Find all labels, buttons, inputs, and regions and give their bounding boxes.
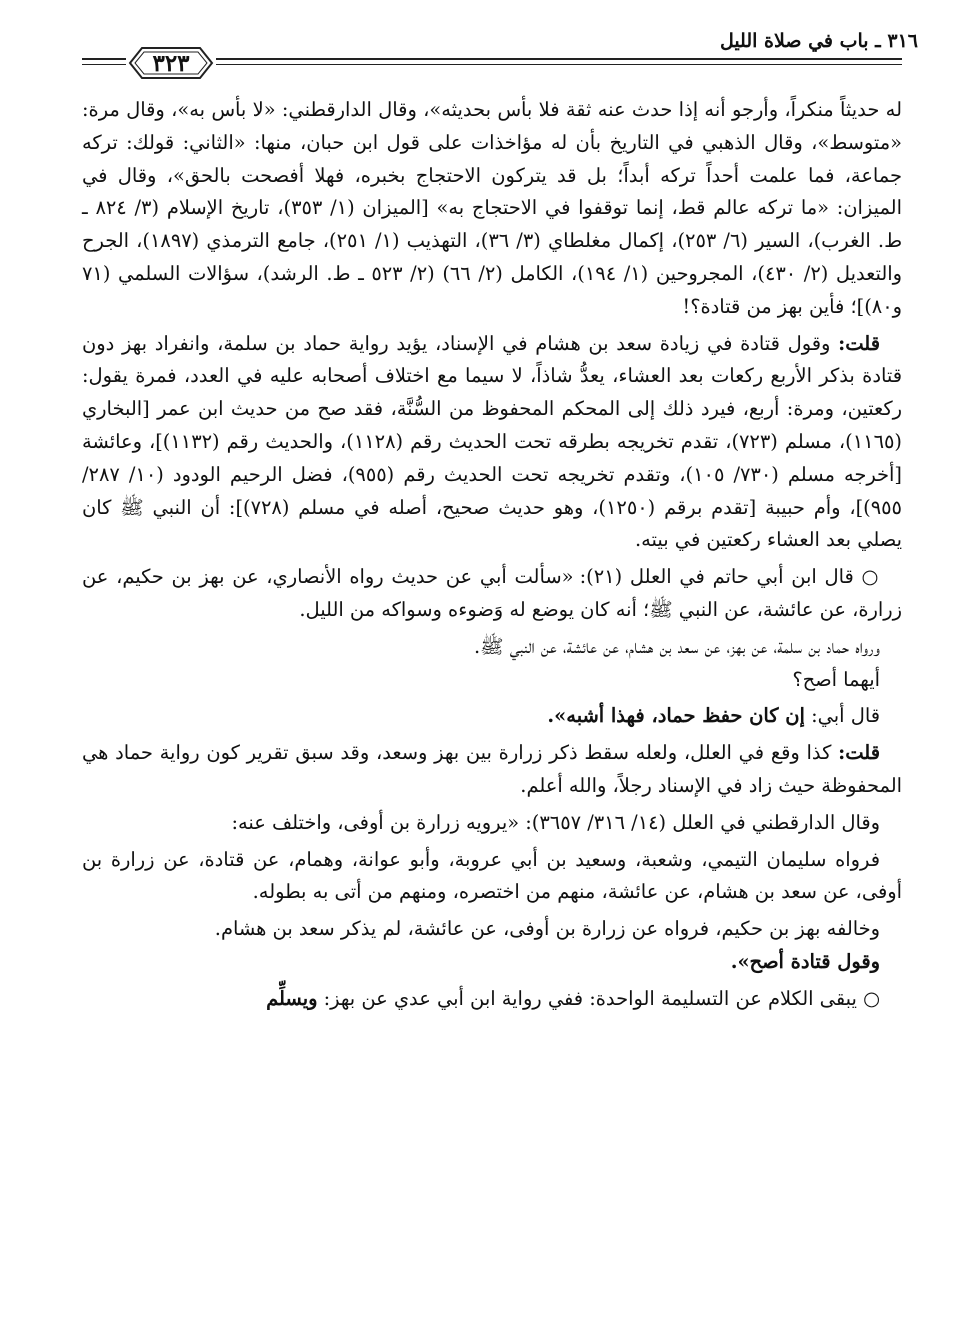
paragraph xyxy=(82,807,902,840)
paragraph xyxy=(82,913,902,946)
paragraph-text: كذا وقع في العلل، ولعله سقط ذكر زرارة بين بهز وسعد، وقد سبق تقرير كون رواية حماد هي المحفوظة حيث زاد في الإسناد رجلاً، والله أعلم. xyxy=(82,741,902,797)
paragraph-lead: قلت: xyxy=(838,331,880,355)
header-rule-right-top xyxy=(216,58,902,60)
paragraph-text: فرواه سليمان التيمي، وشعبة، وسعيد بن أبي عروبة، وأبو عوانة، وهمام، عن قتادة، عن زرارة بن أوفى، عن سعد بن هشام، عن عائشة، منهم من اختصره، ومنهم من أتى به بطوله. xyxy=(82,847,902,904)
page-number: ٣٢٣ xyxy=(152,50,190,77)
paragraph xyxy=(82,700,902,733)
header-rule-right-bottom xyxy=(216,64,902,65)
paragraph-bold-tail: إن كان حفظ حماد، فهذا أشبه». xyxy=(547,704,805,728)
paragraph-text: قال أبي: xyxy=(804,704,880,728)
paragraph-text: ○ قال ابن أبي حاتم في العلل (٢١): «سألت أبي عن حديث رواه الأنصاري، عن بهز بن حكيم، عن زرارة، عن عائشة، عن النبي ﷺ؛ أنه كان يوضع له وَضوءه وسواكه من الليل. xyxy=(82,565,902,621)
paragraph-text: وقول قتادة في زيادة سعد بن هشام في الإسناد، يؤيد رواية حماد بن سلمة، وانفراد بهز دون قتادة بذكر الأربع ركعات بعد العشاء، يعدُّ شاذاً، لا سيما مع اختلاف أصحابه عليه في العدد، فمرة يقول: ركعتين، ومرة: أربع، فيرد ذلك إلى المحكم المحفوظ من السُّنَّة، فقد صح من حديث ابن عمر [البخاري (١١٦٥)، مسلم (٧٢٣)، تقدم تخريجه بطرقه تحت الحديث رقم (١١٢٨)، والحديث رقم (١١٣٢)]، وعائشة [أخرجه مسلم (٧٣٠/ ١٠٥)، وتقدم تخريجه تحت الحديث رقم (٩٥٥)، فضل الرحيم الودود (١٠/ ٢٨٧/ ٩٥٥)]، وأم حبيبة [تقدم برقم (١٢٥٠)، وهو حديث صحيح، أصله في مسلم (٧٢٨)]: أن النبي ﷺ كان يصلي بعد العشاء ركعتين في بيته. xyxy=(82,331,903,552)
page-number-badge xyxy=(128,46,214,80)
paragraph-text: ○ يبقى الكلام عن التسليمة الواحدة: ففي رواية ابن أبي عدي عن بهز: xyxy=(317,986,880,1010)
body-text xyxy=(82,94,902,1016)
paragraph-text: وقال الدارقطني في العلل (١٤/ ٣١٦/ ٣٦٥٧): «يرويه زرارة بن أوفى، واختلف عنه: xyxy=(231,810,880,834)
header-rule-left-top xyxy=(82,58,126,60)
paragraph xyxy=(82,946,902,979)
paragraph xyxy=(82,983,902,1016)
paragraph-text: وخالفه بهز بن حكيم، فرواه عن زرارة بن أوفى، عن عائشة، لم يذكر سعد بن هشام. xyxy=(214,917,880,941)
paragraph xyxy=(82,631,902,664)
paragraph-text: ورواه حماد بن سلمة، عن بهز، عن سعد بن هشام، عن عائشة، عن النبي ﷺ. xyxy=(473,634,880,658)
paragraph-text: له حديثاً منكراً، وأرجو أنه إذا حدث عنه ثقة فلا بأس بحديثه»، وقال الدارقطني: «لا بأس به»، وقال مرة: «متوسط»، وقال الذهبي في التاريخ بأن له مؤاخذات على قول ابن حبان، منها: «الثاني: قولك: تركه جماعة، فما علمت أحداً تركه أبداً؛ بل قد يتركون الاحتجاج بخبره، فهلا أفصحت بالحق»، وقال في الميزان: «ما تركه عالم قط، إنما توقفوا في الاحتجاج به» [الميزان (١/ ٣٥٣)، تاريخ الإسلام (٣/ ٨٢٤ ـ ط. الغرب)، السير (٦/ ٢٥٣)، إكمال مغلطاي (٣/ ٣٦)، التهذيب (١/ ٢٥١)، جامع الترمذي (١٨٩٧)، الجرح والتعديل (٢/ ٤٣٠)، المجروحين (١/ ١٩٤)، الكامل (٢/ ٦٦) (٢/ ٥٢٣ ـ ط. الرشد)، سؤالات السلمي (٧١ و٨٠)]؛ فأين بهز من قتادة؟! xyxy=(82,98,903,318)
paragraph-bold-tail: ويسلِّم xyxy=(266,986,318,1010)
paragraph xyxy=(82,664,902,697)
paragraph xyxy=(82,561,902,627)
paragraph-lead: قلت: xyxy=(838,741,880,765)
paragraph xyxy=(82,94,902,324)
header-rule-left-bottom xyxy=(82,64,126,65)
paragraph-bold-tail: وقول قتادة أصح». xyxy=(730,949,880,973)
chapter-title: ٣١٦ ـ باب في صلاة الليل xyxy=(719,30,918,52)
paragraph xyxy=(82,328,902,558)
paragraph xyxy=(82,844,902,910)
paragraph xyxy=(82,737,902,803)
paragraph-text: أيهما أصح؟ xyxy=(792,667,880,691)
